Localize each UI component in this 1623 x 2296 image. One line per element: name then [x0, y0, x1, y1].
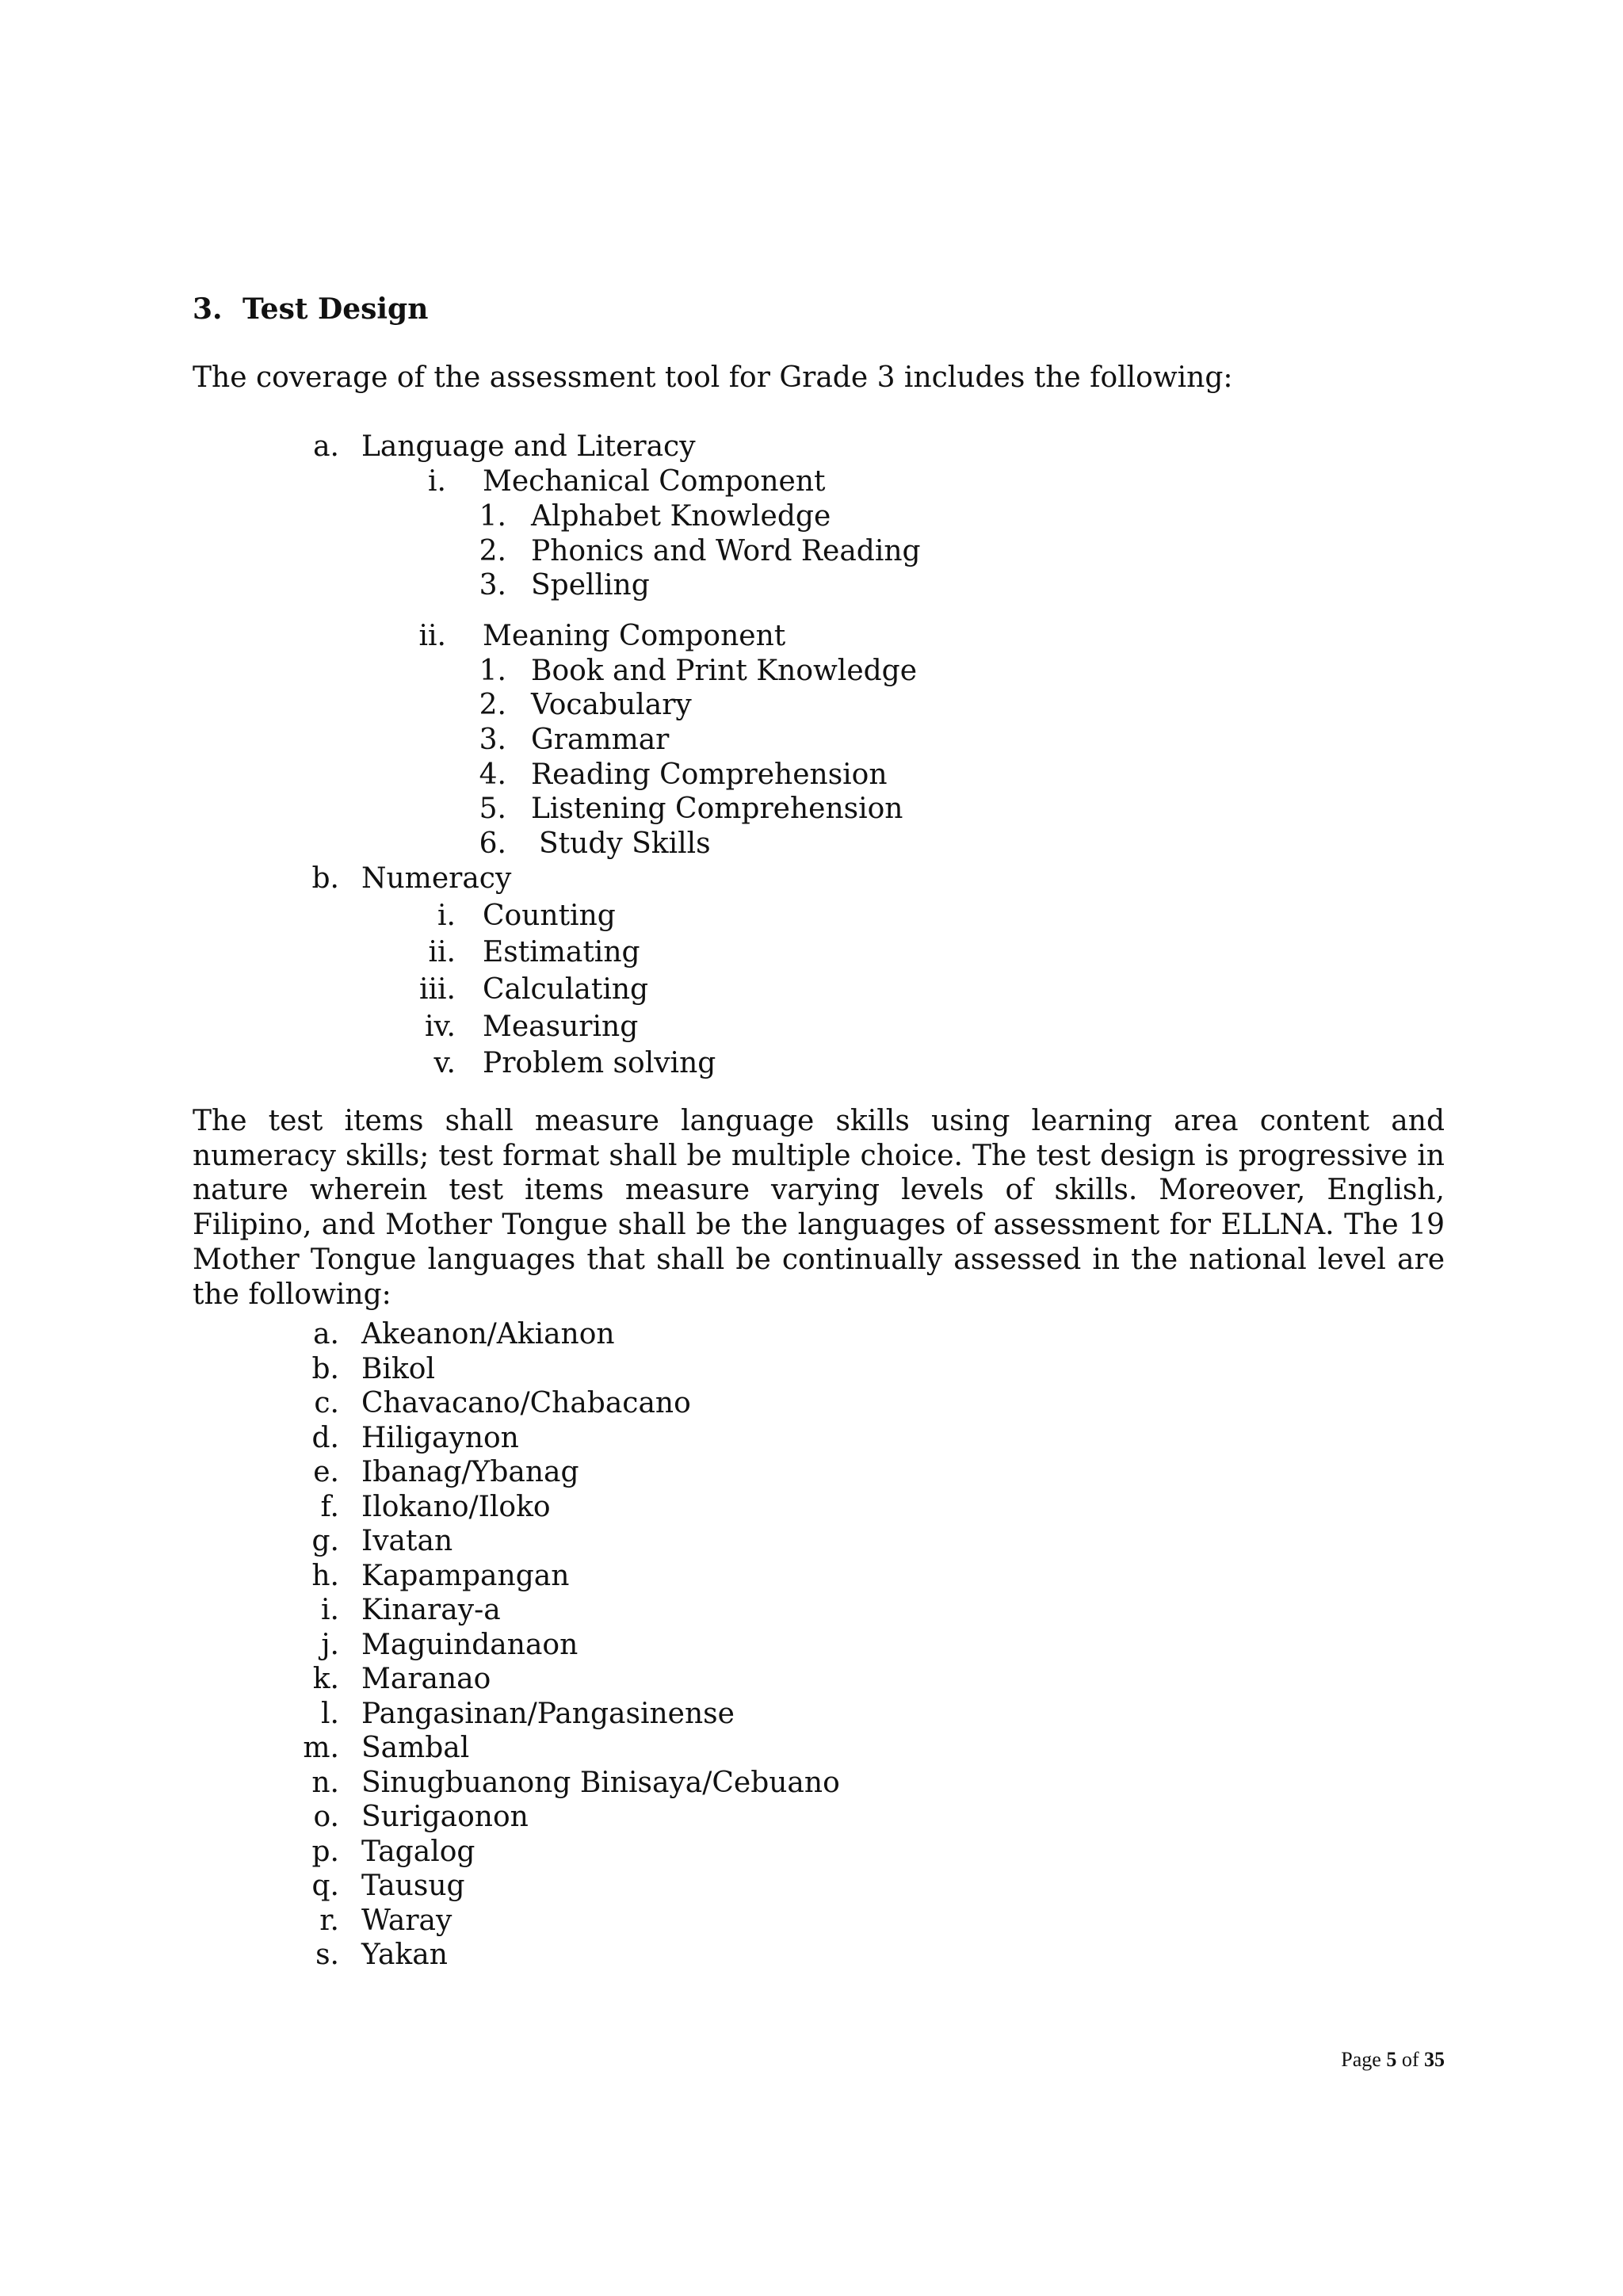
language-label: h. — [311, 1560, 339, 1592]
language-label: d. — [311, 1422, 339, 1454]
list-item: Vocabulary — [531, 689, 692, 721]
list-item-label: 6. — [479, 827, 506, 860]
list-item: Alphabet Knowledge — [531, 500, 831, 533]
page-footer — [1341, 2048, 1445, 2072]
language-item: Pangasinan/Pangasinense — [361, 1698, 735, 1730]
list-item: Listening Comprehension — [531, 793, 903, 825]
language-label: q. — [311, 1870, 339, 1902]
list-item-label: 4. — [479, 758, 506, 791]
language-label: f. — [320, 1491, 339, 1523]
language-label: j. — [321, 1629, 339, 1661]
language-label: b. — [311, 1353, 339, 1385]
list-item-label: 1. — [479, 655, 506, 687]
numeracy-item-label: iv. — [424, 1010, 456, 1043]
coverage-a-ii-text: Meaning Component — [483, 620, 786, 652]
page-word: Page — [1341, 2048, 1381, 2071]
numeracy-item: Counting — [483, 900, 616, 932]
list-item-label: 3. — [479, 724, 506, 756]
section-title: Test Design — [242, 292, 429, 326]
language-item: Akeanon/Akianon — [361, 1318, 615, 1350]
list-item-label: 2. — [479, 689, 506, 721]
page-number: 5 — [1386, 2048, 1397, 2071]
language-item: Ilokano/Iloko — [361, 1491, 551, 1523]
list-item-label: 1. — [479, 500, 506, 533]
language-item: Chavacano/Chabacano — [361, 1387, 691, 1419]
numeracy-item-label: v. — [433, 1047, 456, 1079]
body-paragraph: The test items shall measure language skills using learning area content and numeracy skills; test format shall be multiple choice. The test design is progressive in nature wherein test items measure varying levels of skills. Moreover, English, Filipino, and Mother Tongue shall be the languages of assessment for ELLNA. The 19 Mother Tongue languages that shall be continually assessed in the national level are the following: — [193, 1105, 1445, 1311]
language-label: i. — [321, 1594, 339, 1626]
coverage-a-i-text: Mechanical Component — [483, 465, 826, 498]
list-item: Spelling — [531, 569, 650, 602]
numeracy-item-label: iii. — [419, 973, 456, 1006]
language-item: Tagalog — [361, 1836, 475, 1868]
intro-text: The coverage of the assessment tool for Grade 3 includes the following: — [193, 361, 1233, 394]
language-item: Kapampangan — [361, 1560, 570, 1592]
language-item: Maranao — [361, 1663, 491, 1695]
language-item: Maguindanaon — [361, 1629, 579, 1661]
numeracy-item: Problem solving — [483, 1047, 716, 1079]
list-item: Phonics and Word Reading — [531, 535, 921, 567]
list-item: Study Skills — [539, 827, 711, 860]
list-item: Reading Comprehension — [531, 758, 888, 791]
numeracy-item: Estimating — [483, 936, 640, 968]
language-label: m. — [303, 1732, 339, 1764]
list-item-label: 5. — [479, 793, 506, 825]
language-item: Bikol — [361, 1353, 435, 1385]
coverage-a-text: Language and Literacy — [361, 430, 696, 463]
language-label: a. — [313, 1318, 339, 1350]
language-item: Kinaray-a — [361, 1594, 501, 1626]
list-item-label: 3. — [479, 569, 506, 602]
page-total: 35 — [1424, 2048, 1445, 2071]
language-label: r. — [319, 1904, 339, 1937]
coverage-a-ii-label: ii. — [418, 620, 446, 652]
coverage-a-i-label: i. — [428, 465, 446, 498]
language-label: l. — [321, 1698, 339, 1730]
language-label: o. — [313, 1801, 339, 1833]
language-item: Waray — [361, 1904, 453, 1937]
language-item: Yakan — [361, 1939, 448, 1971]
numeracy-item: Calculating — [483, 973, 649, 1006]
list-item-label: 2. — [479, 535, 506, 567]
list-item: Book and Print Knowledge — [531, 655, 918, 687]
language-label: e. — [313, 1456, 339, 1488]
coverage-b-text: Numeracy — [361, 862, 512, 895]
language-item: Ivatan — [361, 1525, 453, 1557]
numeracy-item: Measuring — [483, 1010, 639, 1043]
coverage-b-label: b. — [311, 862, 339, 895]
section-number: 3. — [193, 292, 223, 326]
language-label: k. — [312, 1663, 339, 1695]
language-label: s. — [315, 1939, 339, 1971]
numeracy-item-label: ii. — [428, 936, 456, 968]
language-item: Sambal — [361, 1732, 470, 1764]
language-item: Hiligaynon — [361, 1422, 519, 1454]
language-item: Sinugbuanong Binisaya/Cebuano — [361, 1767, 840, 1799]
language-label: p. — [311, 1836, 339, 1868]
language-item: Surigaonon — [361, 1801, 529, 1833]
language-label: n. — [311, 1767, 339, 1799]
list-item: Grammar — [531, 724, 670, 756]
language-item: Ibanag/Ybanag — [361, 1456, 579, 1488]
of-word: of — [1401, 2048, 1419, 2071]
coverage-a-label: a. — [313, 430, 339, 463]
numeracy-item-label: i. — [437, 900, 456, 932]
language-label: c. — [314, 1387, 339, 1419]
language-label: g. — [311, 1525, 339, 1557]
language-item: Tausug — [361, 1870, 465, 1902]
